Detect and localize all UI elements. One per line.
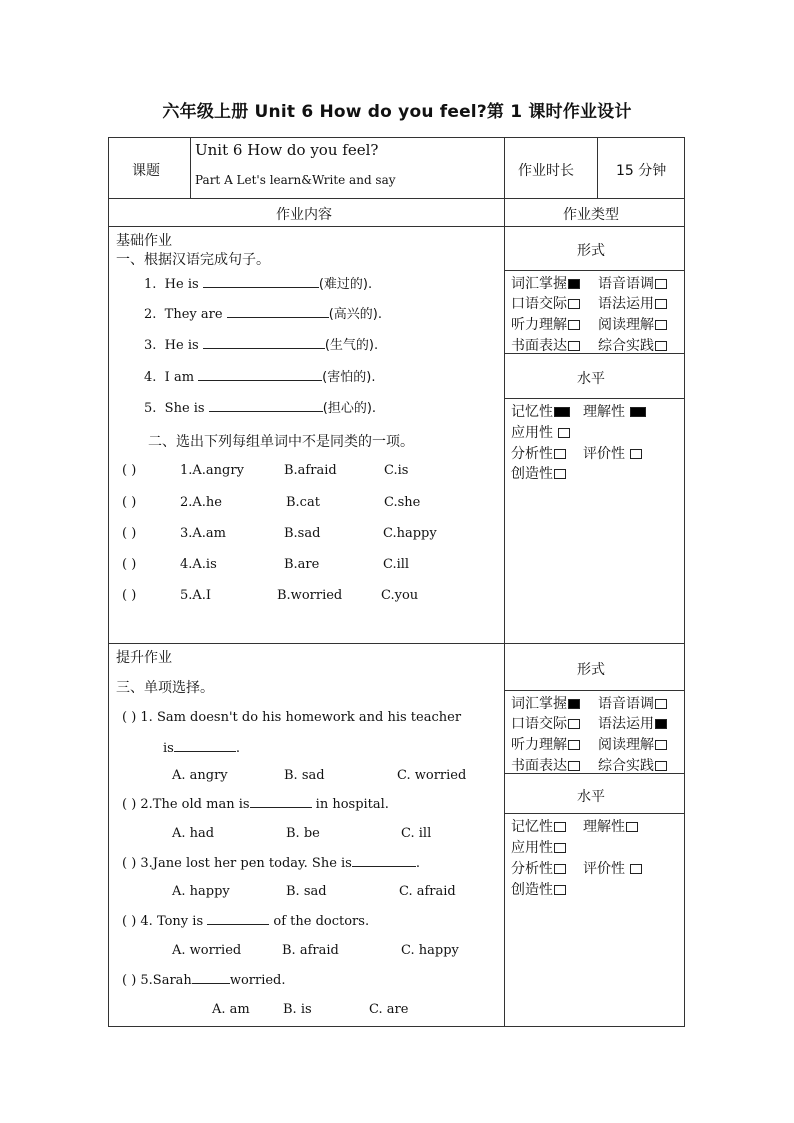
checkbox-icon (655, 299, 667, 309)
advanced-section-title: 提升作业 (116, 650, 172, 666)
checkbox-reading[interactable]: 阅读理解 (598, 314, 667, 334)
checkbox-icon (554, 449, 566, 459)
form-label: 形式 (577, 243, 605, 259)
checkbox-icon (554, 822, 566, 832)
checkbox-icon (568, 320, 580, 330)
list-item: 5. She is (担心的). (144, 401, 377, 416)
checkbox-memory[interactable]: 记忆性 (511, 816, 566, 836)
checkbox-icon (568, 740, 580, 750)
part3-title: 三、单项选择。 (116, 680, 214, 696)
checkbox-pronunciation[interactable]: 语音语调 (598, 693, 667, 713)
basic-section-title: 基础作业 (116, 233, 172, 249)
checkbox-icon (655, 341, 667, 351)
checkbox-icon (568, 341, 580, 351)
checkbox-icon (568, 719, 580, 729)
form-label-advanced: 形式 (577, 662, 605, 678)
checkbox-application[interactable]: 应用性 (511, 837, 566, 857)
list-item: 2. They are (高兴的). (144, 307, 382, 322)
checkbox-icon (655, 719, 667, 729)
checkbox-icon (554, 469, 566, 479)
part1-title: 一、根据汉语完成句子。 (116, 252, 270, 268)
checkbox-icon (655, 320, 667, 330)
checkbox-writing[interactable]: 书面表达 (511, 335, 580, 355)
checkbox-icon (558, 428, 570, 438)
checkbox-vocabulary[interactable]: 词汇掌握 (511, 273, 580, 293)
checkbox-evaluation[interactable]: 评价性 (583, 858, 642, 878)
checkbox-icon (568, 761, 580, 771)
unit-part: Part A Let's learn&Write and say (195, 173, 396, 187)
list-item: 3. He is (生气的). (144, 338, 379, 353)
duration-value: 15 分钟 (616, 163, 667, 179)
checkbox-creativity[interactable]: 创造性 (511, 879, 566, 899)
checkbox-icon (655, 761, 667, 771)
checkbox-application[interactable]: 应用性 (511, 422, 570, 442)
checkbox-reading[interactable]: 阅读理解 (598, 734, 667, 754)
list-item: 4. I am (害怕的). (144, 370, 376, 385)
page-title: 六年级上册 Unit 6 How do you feel?第 1 课时作业设计 (162, 102, 632, 122)
checkbox-memory[interactable]: 记忆性 (511, 401, 570, 421)
checkbox-listening[interactable]: 听力理解 (511, 314, 580, 334)
duration-label: 作业时长 (518, 163, 574, 179)
part2-title: 二、选出下列每组单词中不是同类的一项。 (148, 434, 414, 450)
checkbox-icon (554, 407, 570, 417)
checkbox-comprehension[interactable]: 理解性 (583, 816, 638, 836)
checkbox-writing[interactable]: 书面表达 (511, 755, 580, 775)
checkbox-icon (554, 885, 566, 895)
checkbox-icon (655, 740, 667, 750)
checkbox-creativity[interactable]: 创造性 (511, 463, 566, 483)
checkbox-oral[interactable]: 口语交际 (511, 293, 580, 313)
level-label: 水平 (577, 371, 605, 387)
checkbox-grammar[interactable]: 语法运用 (598, 293, 667, 313)
checkbox-icon (655, 699, 667, 709)
checkbox-analysis[interactable]: 分析性 (511, 443, 566, 463)
checkbox-icon (568, 299, 580, 309)
unit-title: Unit 6 How do you feel? (195, 141, 379, 159)
topic-label: 课题 (132, 163, 160, 179)
checkbox-icon (554, 843, 566, 853)
checkbox-practice[interactable]: 综合实践 (598, 335, 667, 355)
checkbox-icon (630, 449, 642, 459)
checkbox-icon (630, 407, 646, 417)
checkbox-pronunciation[interactable]: 语音语调 (598, 273, 667, 293)
checkbox-icon (655, 279, 667, 289)
checkbox-oral[interactable]: 口语交际 (511, 713, 580, 733)
checkbox-icon (554, 864, 566, 874)
list-item: 1. He is (难过的). (144, 277, 373, 292)
checkbox-grammar[interactable]: 语法运用 (598, 713, 667, 733)
checkbox-icon (630, 864, 642, 874)
checkbox-comprehension[interactable]: 理解性 (583, 401, 646, 421)
checkbox-listening[interactable]: 听力理解 (511, 734, 580, 754)
checkbox-icon (568, 699, 580, 709)
checkbox-evaluation[interactable]: 评价性 (583, 443, 642, 463)
checkbox-icon (626, 822, 638, 832)
level-label-advanced: 水平 (577, 789, 605, 805)
checkbox-practice[interactable]: 综合实践 (598, 755, 667, 775)
type-header: 作业类型 (563, 207, 619, 223)
content-header: 作业内容 (276, 207, 332, 223)
checkbox-analysis[interactable]: 分析性 (511, 858, 566, 878)
checkbox-icon (568, 279, 580, 289)
checkbox-vocabulary[interactable]: 词汇掌握 (511, 693, 580, 713)
